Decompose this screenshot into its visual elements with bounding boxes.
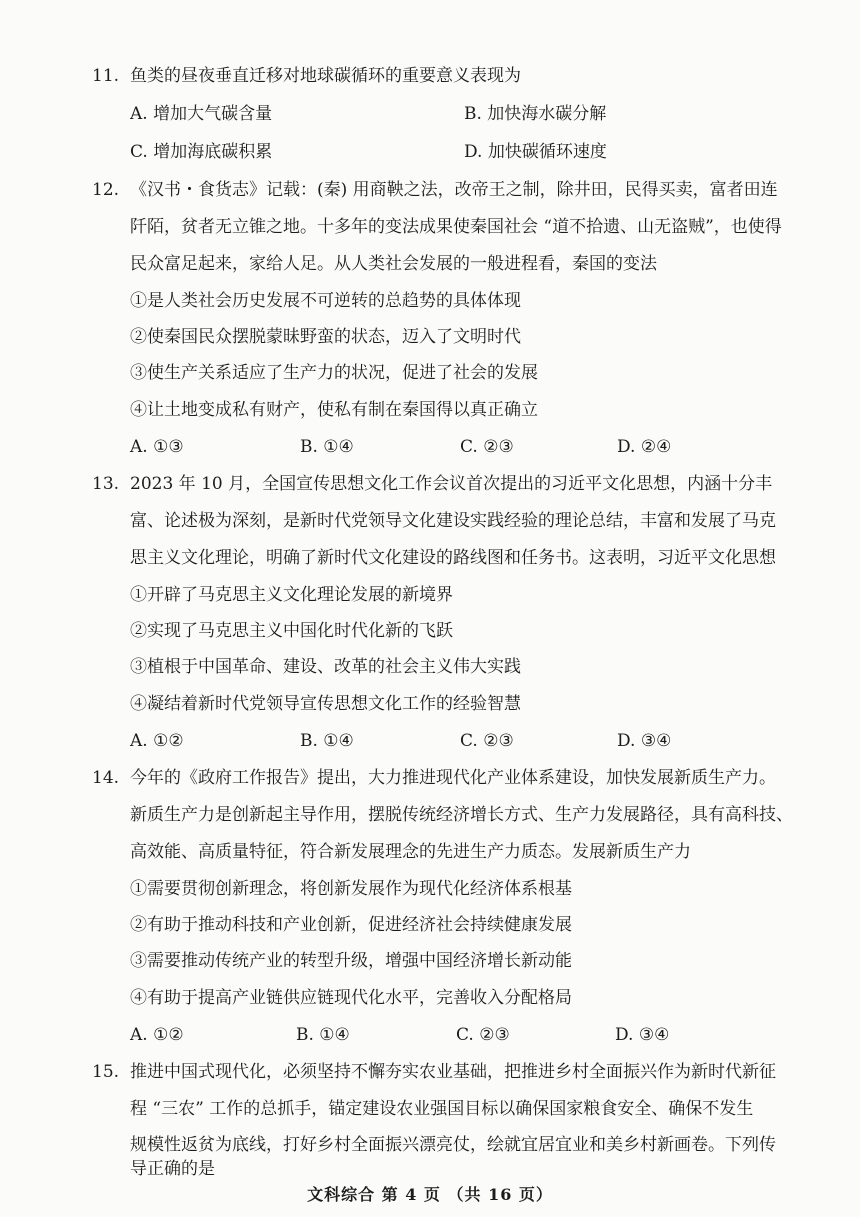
- q12-item-4: ④让土地变成私有财产，使私有制在秦国得以真正确立: [130, 400, 538, 420]
- q11-option-b: B. 加快海水碳分解: [464, 104, 607, 124]
- q14-stem-line-1: 今年的《政府工作报告》提出，大力推进现代化产业体系建设，加快发展新质生产力。: [130, 768, 776, 788]
- q14-item-1: ①需要贯彻创新理念，将创新发展作为现代化经济体系根基: [130, 879, 572, 899]
- q15-stem-line-2: 程 “三农” 工作的总抓手，锚定建设农业强国目标以确保国家粮食安全、确保不发生: [130, 1099, 754, 1119]
- q14-stem-line-2: 新质生产力是创新起主导作用，摆脱传统经济增长方式、生产力发展路径，具有高科技、: [130, 805, 793, 825]
- q13-option-a: A. ①②: [130, 731, 184, 751]
- q14-item-4: ④有助于提高产业链供应链现代化水平，完善收入分配格局: [130, 988, 572, 1008]
- q14-item-2: ②有助于推动科技和产业创新，促进经济社会持续健康发展: [130, 915, 572, 935]
- q13-stem-line-2: 富、论述极为深刻，是新时代党领导文化建设实践经验的理论总结，丰富和发展了马克: [130, 511, 776, 531]
- q13-item-1: ①开辟了马克思主义文化理论发展的新境界: [130, 585, 453, 605]
- q12-option-a: A. ①③: [130, 437, 184, 457]
- q12-stem-line-1: 《汉书・食货志》记载：(秦) 用商鞅之法，改帝王之制，除井田，民得买卖，富者田连: [130, 180, 778, 200]
- q12-item-1: ①是人类社会历史发展不可逆转的总趋势的具体体现: [130, 291, 521, 311]
- q12-stem-line-3: 民众富足起来，家给人足。从人类社会发展的一般进程看，秦国的变法: [130, 254, 657, 274]
- q14-option-a: A. ①②: [130, 1025, 184, 1045]
- q14-stem-line-3: 高效能、高质量特征，符合新发展理念的先进生产力质态。发展新质生产力: [130, 842, 691, 862]
- q11-option-d: D. 加快碳循环速度: [464, 142, 607, 162]
- q13-item-2: ②实现了马克思主义中国化时代化新的飞跃: [130, 621, 453, 641]
- q13-stem-line-3: 思主义文化理论，明确了新时代文化建设的路线图和任务书。这表明，习近平文化思想: [130, 548, 776, 568]
- question-14-number: 14.: [92, 768, 120, 788]
- q11-option-c: C. 增加海底碳积累: [130, 142, 273, 162]
- q13-stem-line-1: 2023 年 10 月，全国宣传思想文化工作会议首次提出的习近平文化思想，内涵十分丰: [130, 474, 773, 494]
- q15-stem-line-4: 导正确的是: [130, 1159, 215, 1179]
- q12-option-d: D. ②④: [617, 437, 672, 457]
- question-11-number: 11.: [92, 66, 120, 86]
- q11-option-a: A. 增加大气碳含量: [130, 104, 273, 124]
- q15-stem-line-1: 推进中国式现代化，必须坚持不懈夯实农业基础，把推进乡村全面振兴作为新时代新征: [130, 1062, 776, 1082]
- q13-option-d: D. ③④: [617, 731, 672, 751]
- question-15-number: 15.: [92, 1062, 120, 1082]
- q13-item-4: ④凝结着新时代党领导宣传思想文化工作的经验智慧: [130, 694, 521, 714]
- q12-item-2: ②使秦国民众摆脱蒙昧野蛮的状态，迈入了文明时代: [130, 327, 521, 347]
- q14-option-d: D. ③④: [615, 1025, 670, 1045]
- q15-stem-line-3: 规模性返贫为底线，打好乡村全面振兴漂亮仗，绘就宜居宜业和美乡村新画卷。下列传: [130, 1135, 776, 1155]
- question-13-number: 13.: [92, 474, 120, 494]
- q12-option-b: B. ①④: [300, 437, 354, 457]
- q13-option-b: B. ①④: [300, 731, 354, 751]
- q12-stem-line-2: 阡陌，贫者无立锥之地。十多年的变法成果使秦国社会 “道不拾遗、山无盗贼”，也使得: [130, 217, 782, 237]
- page-footer: 文科综合 第 4 页 （共 16 页）: [307, 1185, 553, 1204]
- q14-option-b: B. ①④: [296, 1025, 350, 1045]
- q14-item-3: ③需要推动传统产业的转型升级，增强中国经济增长新动能: [130, 951, 572, 971]
- q12-item-3: ③使生产关系适应了生产力的状况，促进了社会的发展: [130, 363, 538, 383]
- question-11-stem: 鱼类的昼夜垂直迁移对地球碳循环的重要意义表现为: [130, 66, 521, 86]
- question-12-number: 12.: [92, 180, 120, 200]
- q12-option-c: C. ②③: [460, 437, 514, 457]
- q13-option-c: C. ②③: [460, 731, 514, 751]
- q14-option-c: C. ②③: [456, 1025, 510, 1045]
- q13-item-3: ③植根于中国革命、建设、改革的社会主义伟大实践: [130, 657, 521, 677]
